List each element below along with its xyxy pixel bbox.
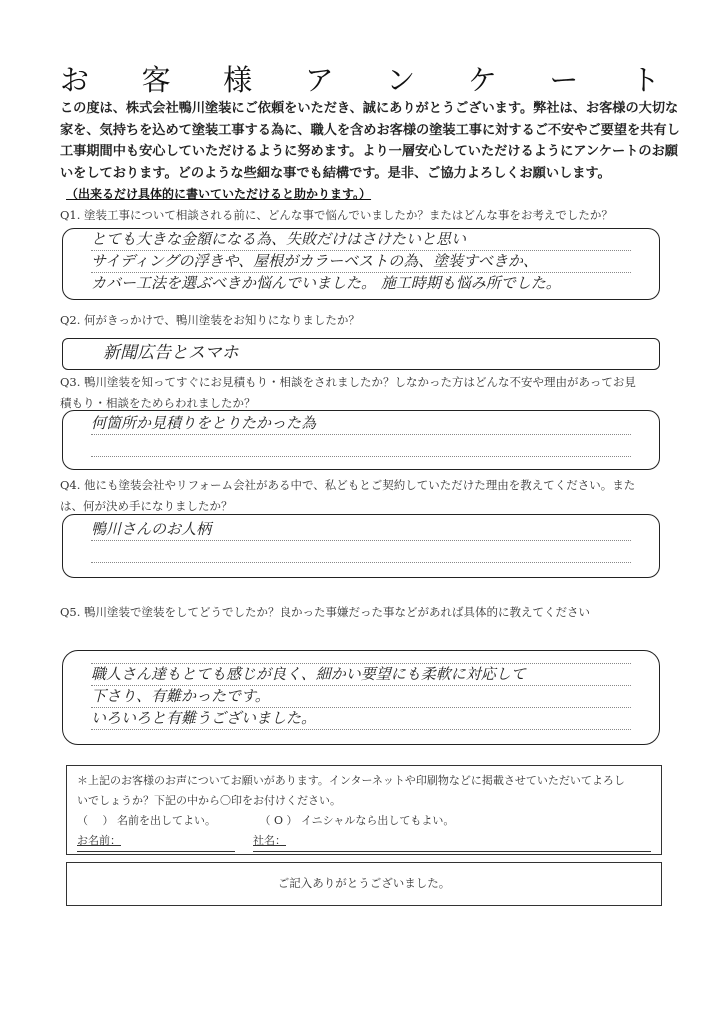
page-title bbox=[60, 58, 660, 99]
option-1-label: 名前を出してよい。 bbox=[117, 814, 216, 827]
title-char: ア bbox=[304, 63, 334, 97]
name-field[interactable]: お名前： bbox=[77, 832, 235, 852]
question-3: Q3. 鴨川塗装を知ってすぐにお見積もり・相談をされましたか？しなかった方はどんな不安や理由があってお見 bbox=[60, 375, 636, 389]
title-char: ー bbox=[549, 63, 579, 97]
question-3-cont: 積もり・相談をためらわれましたか？ bbox=[60, 396, 256, 410]
option-1-checkbox[interactable]: （ ） bbox=[77, 814, 114, 827]
company-field[interactable]: 社名： bbox=[253, 832, 651, 852]
question-4: Q4. 他にも塗装会社やリフォーム会社がある中で、私どもとご契約していただけた理由を教えてください。また bbox=[60, 478, 636, 492]
answer-line: 職人さん達もとても感じが良く、細かい要望にも柔軟に対応して bbox=[91, 664, 631, 686]
answer-box-2 bbox=[62, 338, 660, 370]
consent-options bbox=[77, 812, 651, 832]
title-char: ケ bbox=[467, 63, 497, 97]
answer-line: とても大きな金額になる為、失敗だけはさけたいと思い bbox=[91, 229, 631, 251]
consent-text: ＊上記のお客様のお声についてお願いがあります。インターネットや印刷物などに掲載させていただいてよろし bbox=[77, 774, 625, 787]
answer-box-5 bbox=[62, 650, 660, 745]
answer-box-4 bbox=[62, 514, 660, 578]
thanks-box: ご記入ありがとうございました。 bbox=[66, 862, 662, 906]
answer-line: 新聞広告とスマホ bbox=[103, 343, 239, 363]
answer-line: 何箇所か見積りをとりたかった為 bbox=[91, 413, 631, 435]
intro-line: この度は、株式会社鴨川塗装にご依頼をいただき、誠にありがとうございます。弊社は、お客様の大切な bbox=[60, 101, 679, 116]
instruction-note: （出来るだけ具体的に書いていただけると助かります。） bbox=[66, 187, 372, 201]
intro-line: 家を、気持ちを込めて塗装工事する為に、職人を含めお客様の塗装工事に対するご不安やご要望を共有し bbox=[60, 122, 680, 138]
intro-text bbox=[60, 98, 680, 184]
name-fields bbox=[77, 832, 651, 852]
title-char: ト bbox=[630, 63, 660, 97]
answer-box-1 bbox=[62, 228, 660, 300]
option-2-checkbox[interactable]: （ O ） bbox=[259, 814, 298, 827]
question-4-cont: は、何が決め手になりましたか？ bbox=[60, 499, 233, 513]
answer-line: 鴨川さんのお人柄 bbox=[91, 519, 631, 541]
title-char: 客 bbox=[141, 63, 171, 97]
answer-line: いろいろと有難うございました。 bbox=[91, 708, 631, 730]
title-char: ン bbox=[386, 63, 416, 97]
option-2-label: イニシャルなら出してもよい。 bbox=[301, 814, 455, 827]
question-5: Q5. 鴨川塗装で塗装をしてどうでしたか？良かった事嫌だった事などがあれば具体的に教えてください bbox=[60, 605, 591, 619]
consent-box bbox=[66, 765, 662, 855]
title-char: お bbox=[60, 63, 90, 97]
title-char: 様 bbox=[223, 63, 253, 97]
answer-line: カバー工法を選ぶべきか悩んでいました。 施工時期も悩み所でした。 bbox=[91, 274, 561, 292]
question-1: Q1. 塗装工事について相談される前に、どんな事で悩んでいましたか？またはどんな事をお考えでしたか？ bbox=[60, 208, 613, 222]
answer-line: サイディングの浮きや、屋根がカラーベストの為、塗装すべきか、 bbox=[91, 251, 631, 273]
answer-line: 下さり、有難かったです。 bbox=[91, 686, 631, 708]
consent-text: いでしょうか？下記の中から〇印をお付けください。 bbox=[77, 794, 341, 807]
question-2: Q2. 何がきっかけで、鴨川塗装をお知りになりましたか？ bbox=[60, 313, 360, 327]
answer-line bbox=[91, 541, 631, 563]
intro-line: 工事期間中も安心していただけるように努めます。より一層安心していただけるようにアンケートのお願 bbox=[60, 144, 678, 159]
answer-line bbox=[91, 435, 631, 457]
intro-line: いをしております。どのような些細な事でも結構です。是非、ご協力よろしくお願いします。 bbox=[60, 165, 611, 181]
answer-box-3 bbox=[62, 410, 660, 470]
